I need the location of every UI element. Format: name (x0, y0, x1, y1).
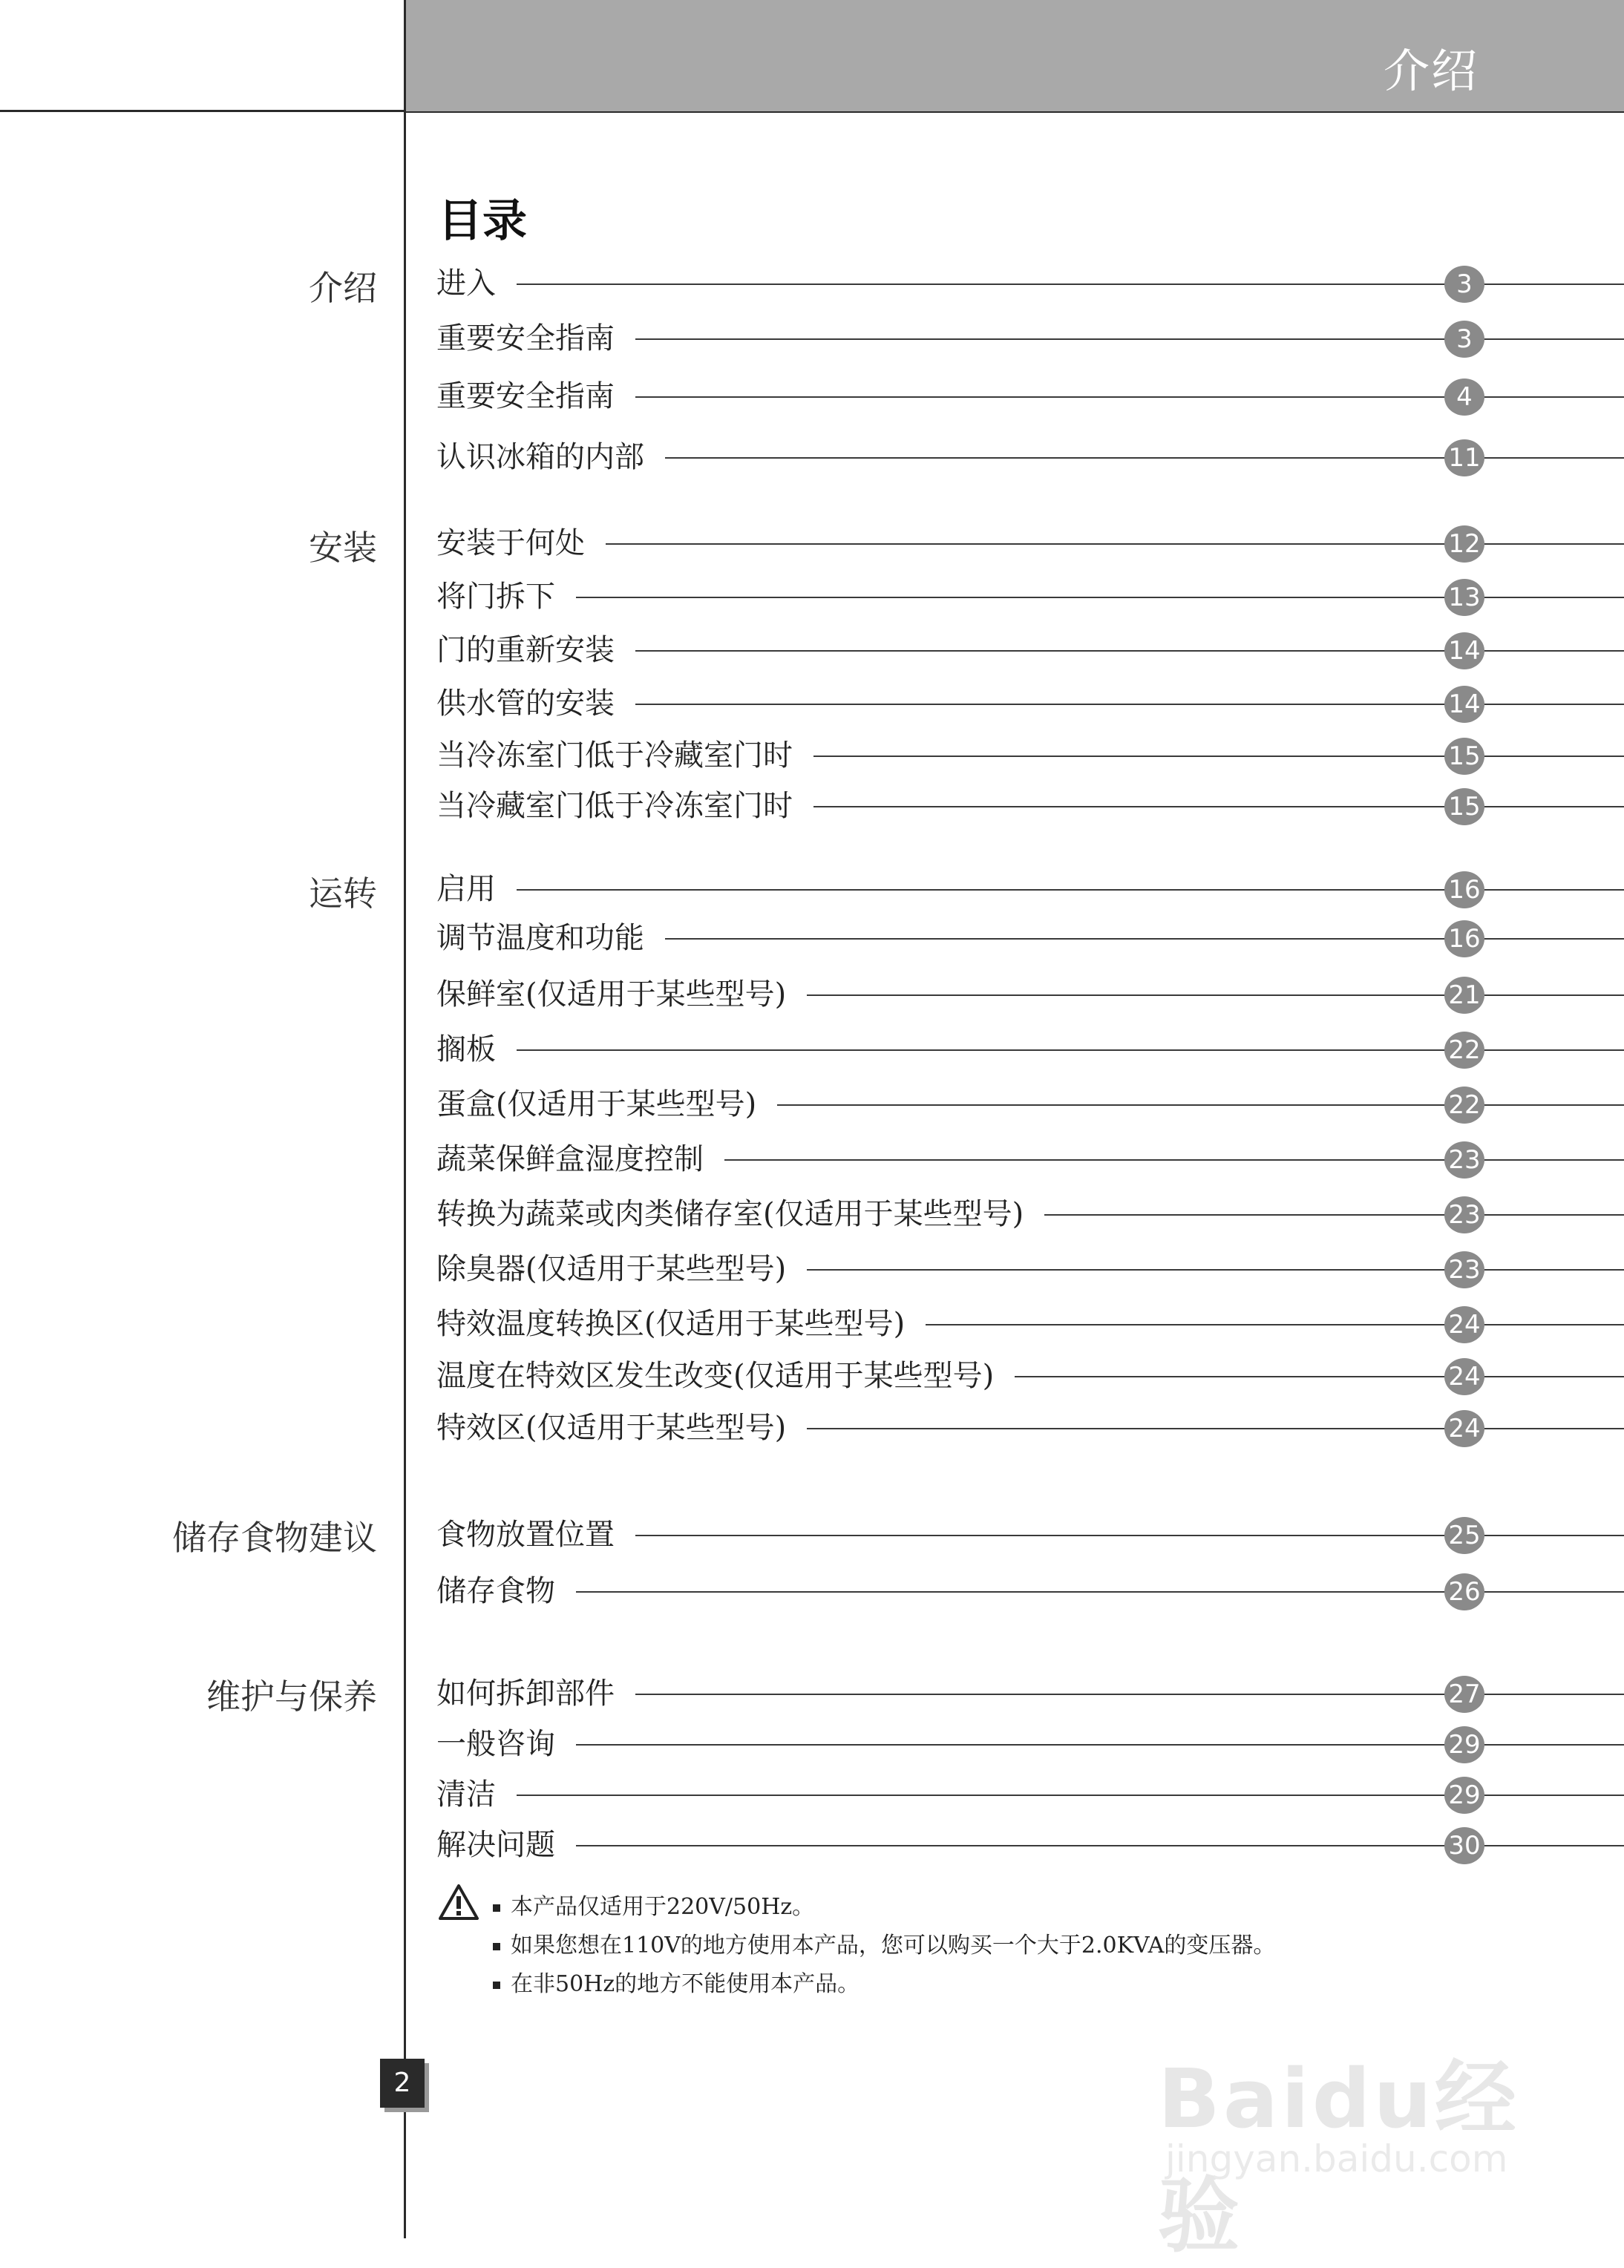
toc-entry-text: 搁板 (436, 1029, 517, 1070)
bullet-icon (493, 1943, 500, 1950)
toc-entry[interactable] (436, 785, 1624, 830)
toc-entry[interactable] (436, 1824, 1624, 1869)
watermark-brand: Baidu经验 (1158, 2051, 1519, 2264)
toc-entry[interactable] (436, 1248, 1624, 1293)
toc-entry-text: 除臭器(仅适用于某些型号) (436, 1248, 807, 1290)
section-label-intro: 介绍 (309, 268, 377, 308)
toc-entry-text: 保鲜室(仅适用于某些型号) (436, 974, 807, 1015)
page-number-badge: 24 (1444, 1358, 1484, 1395)
section-label-maintenance: 维护与保养 (206, 1677, 377, 1717)
toc-entry[interactable] (436, 1514, 1624, 1559)
section-label-operation: 运转 (309, 874, 377, 914)
note-text: 本产品仅适用于220V/50Hz。 (511, 1894, 815, 1920)
toc-entry-text: 重要安全指南 (436, 376, 635, 417)
toc-entry[interactable] (436, 576, 1624, 620)
toc-entry[interactable] (436, 1570, 1624, 1615)
toc-entry[interactable] (436, 318, 1624, 362)
warning-icon (438, 1884, 479, 1921)
page-number-badge: 4 (1444, 378, 1484, 416)
toc-entry-text: 蛋盒(仅适用于某些型号) (436, 1084, 777, 1125)
toc-entry[interactable] (436, 1407, 1624, 1452)
toc-entry-text: 清洁 (436, 1774, 517, 1815)
toc-entry-text: 重要安全指南 (436, 318, 635, 359)
page-number-badge: 11 (1444, 439, 1484, 476)
toc-entry-text: 启用 (436, 868, 517, 910)
toc-entry-text: 调节温度和功能 (436, 917, 665, 959)
toc-entry-text: 进入 (436, 263, 517, 304)
toc-entry[interactable] (436, 683, 1624, 727)
toc-entry-text: 供水管的安装 (436, 683, 635, 724)
page-number-badge: 16 (1444, 871, 1484, 908)
toc-entry-text: 当冷藏室门低于冷冻室门时 (436, 785, 813, 827)
toc-entry[interactable] (436, 1029, 1624, 1073)
page-number-badge: 3 (1444, 321, 1484, 358)
watermark (1158, 1989, 1544, 2264)
toc-entry[interactable] (436, 974, 1624, 1018)
toc-entry-text: 转换为蔬菜或肉类储存室(仅适用于某些型号) (436, 1193, 1044, 1235)
toc-entry-text: 门的重新安装 (436, 629, 635, 671)
toc-entry-text: 特效温度转换区(仅适用于某些型号) (436, 1303, 926, 1345)
toc-entry[interactable] (436, 917, 1624, 962)
toc-entry-text: 将门拆下 (436, 576, 576, 617)
bullet-icon (493, 1904, 500, 1912)
toc-entry[interactable] (436, 629, 1624, 674)
toc-entry-text: 安装于何处 (436, 522, 606, 564)
page-number: 2 (380, 2059, 425, 2108)
toc-entry[interactable] (436, 522, 1624, 567)
page-number-badge: 30 (1444, 1827, 1484, 1864)
toc-entry-text: 食物放置位置 (436, 1514, 635, 1556)
page-number-badge: 16 (1444, 920, 1484, 957)
page-number-badge: 29 (1444, 1726, 1484, 1763)
page-number-badge: 12 (1444, 525, 1484, 563)
toc-entry[interactable] (436, 1303, 1624, 1348)
header-rule (0, 110, 405, 112)
toc-entry-text: 解决问题 (436, 1824, 576, 1866)
toc-entry-text: 一般咨询 (436, 1723, 576, 1765)
toc-entry-text: 当冷冻室门低于冷藏室门时 (436, 735, 813, 776)
toc-entry[interactable] (436, 735, 1624, 779)
toc-entry[interactable] (436, 1723, 1624, 1768)
page-number-badge: 22 (1444, 1032, 1484, 1069)
note-line (493, 1927, 1275, 1959)
page-number-badge: 21 (1444, 977, 1484, 1014)
toc-entry[interactable] (436, 1673, 1624, 1717)
toc-entry[interactable] (436, 1138, 1624, 1183)
toc-entry-text: 蔬菜保鲜盒湿度控制 (436, 1138, 724, 1180)
toc-title: 目录 (438, 195, 527, 247)
toc-entry[interactable] (436, 436, 1624, 481)
toc-entry[interactable] (436, 263, 1624, 307)
note-text: 如果您想在110V的地方使用本产品，您可以购买一个大于2.0KVA的变压器。 (511, 1933, 1276, 1959)
page-number-badge: 15 (1444, 788, 1484, 825)
toc-entry[interactable] (436, 376, 1624, 420)
page-number-badge: 24 (1444, 1306, 1484, 1343)
toc-entry-text: 储存食物 (436, 1570, 576, 1612)
toc-entry[interactable] (436, 1084, 1624, 1128)
bullet-icon (493, 1982, 500, 1989)
page-number-badge: 26 (1444, 1573, 1484, 1610)
toc-entry-text: 认识冰箱的内部 (436, 436, 665, 478)
toc-entry-text: 如何拆卸部件 (436, 1673, 635, 1714)
watermark-url: jingyan.baidu.com (1165, 2137, 1508, 2180)
toc-entry[interactable] (436, 1774, 1624, 1818)
page-number-badge: 29 (1444, 1777, 1484, 1814)
vertical-divider (404, 0, 406, 2238)
page-number-badge: 22 (1444, 1087, 1484, 1124)
page-number-badge: 23 (1444, 1141, 1484, 1179)
chapter-title: 介绍 (1383, 44, 1479, 98)
page-number-badge: 23 (1444, 1251, 1484, 1288)
toc-entry[interactable] (436, 868, 1624, 913)
toc-entry-text: 特效区(仅适用于某些型号) (436, 1407, 807, 1449)
toc-entry[interactable] (436, 1355, 1624, 1400)
page-number-badge: 15 (1444, 738, 1484, 775)
page-number-badge: 25 (1444, 1517, 1484, 1554)
page-number-badge: 14 (1444, 686, 1484, 723)
page-number-badge: 24 (1444, 1410, 1484, 1447)
toc-entry[interactable] (436, 1193, 1624, 1238)
section-label-storage: 储存食物建议 (172, 1518, 377, 1558)
section-label-install: 安装 (309, 528, 377, 568)
toc-entry-text: 温度在特效区发生改变(仅适用于某些型号) (436, 1355, 1015, 1397)
note-line (493, 1888, 814, 1921)
note-text: 在非50Hz的地方不能使用本产品。 (511, 1971, 860, 1997)
page-number-badge: 23 (1444, 1196, 1484, 1233)
page-number-badge: 13 (1444, 579, 1484, 616)
page-number-badge: 27 (1444, 1676, 1484, 1713)
note-line (493, 1965, 860, 1998)
page-number-badge: 3 (1444, 266, 1484, 303)
page-number-badge: 14 (1444, 632, 1484, 669)
